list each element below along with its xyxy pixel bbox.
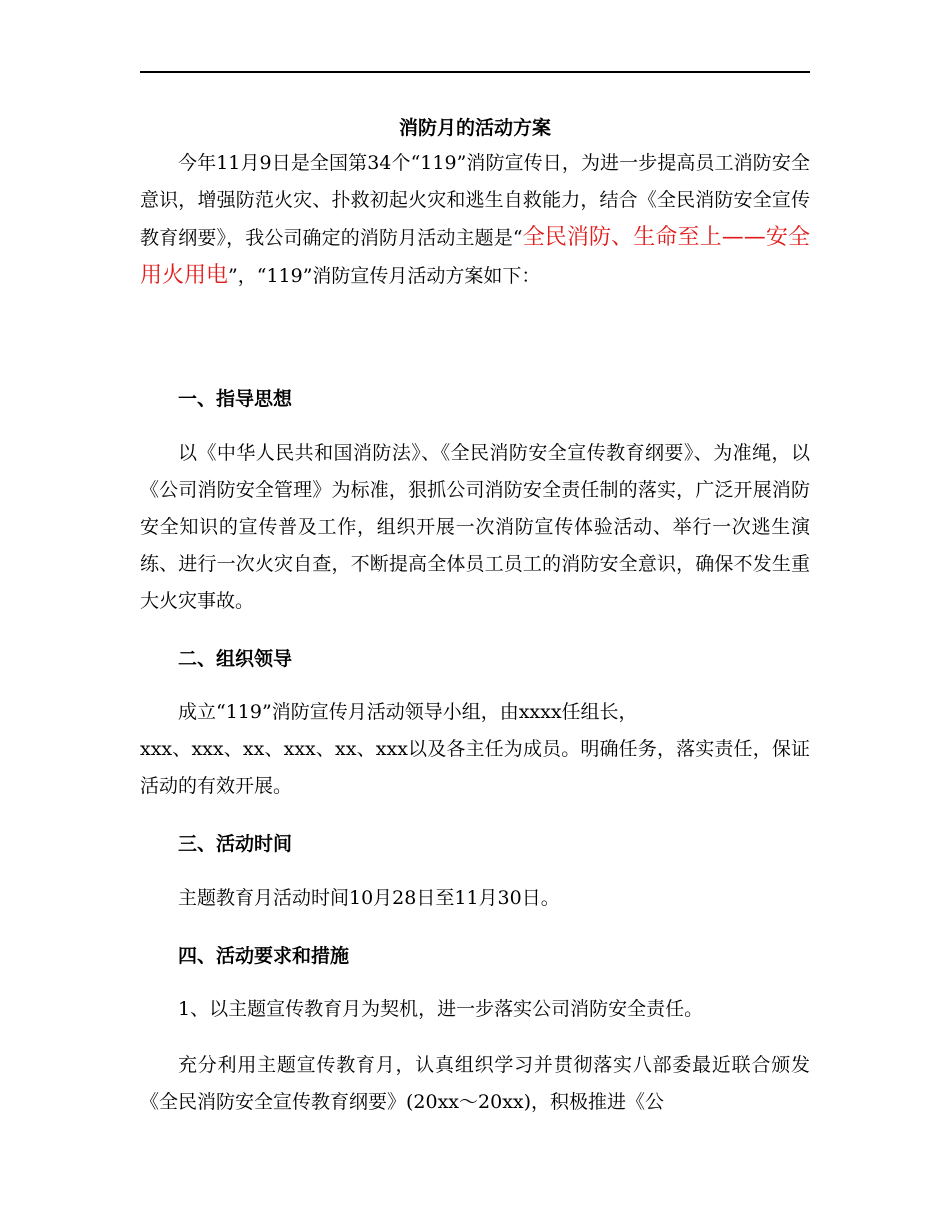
section-2-paragraph-2: xxx、xxx、xx、xxx、xx、xxx以及各主任为成员。明确任务，落实责任，保证活动的有效开展。 [140, 738, 810, 797]
intro-text-part1: 今年11月9日是全国第34个“119”消防宣传日，为进一步提高员工消防安全意识，增强防范火灾、扑救初起火灾和逃生自救能力，结合《全民消防安全宣传教育纲要》，我公司确定的消防月活动主题是“ [140, 152, 810, 249]
section-4-item-1: 1、以主题宣传教育月为契机，进一步落实公司消防安全责任。 [178, 998, 704, 1020]
activity-theme: 全民消防、生命至上——安全用火用电 [140, 225, 810, 288]
section-1-paragraph: 以《中华人民共和国消防法》、《全民消防安全宣传教育纲要》、为准绳，以《公司消防安全管理》为标准，狠抓公司消防安全责任制的落实，广泛开展消防安全知识的宣传普及工作，组织开展一次消防宣传体验活动、举行一次逃生演练、进行一次火灾自查，不断提高全体员工员工的消防安全意识，确保不发生重大火灾事故。 [140, 442, 810, 612]
section-2-paragraph-1: 成立“119”消防宣传月活动领导小组，由xxxx任组长， [178, 701, 638, 723]
intro-text-part2: ”，“119”消防宣传月活动方案如下： [228, 265, 541, 287]
section-heading-requirements: 四、活动要求和措施 [178, 945, 350, 967]
page-title: 消防月的活动方案 [398, 117, 551, 139]
section-heading-activity-time: 三、活动时间 [178, 833, 293, 855]
top-rule [140, 71, 810, 73]
section-heading-guiding-ideology: 一、指导思想 [178, 388, 293, 410]
section-heading-organization: 二、组织领导 [178, 648, 293, 670]
intro-paragraph [140, 145, 810, 295]
section-4-paragraph: 充分利用主题宣传教育月，认真组织学习并贯彻落实八部委最近联合颁发《全民消防安全宣传教育纲要》(20xx～20xx)，积极推进《公 [140, 1054, 810, 1113]
section-3-paragraph: 主题教育月活动时间10月28日至11月30日。 [178, 887, 560, 909]
